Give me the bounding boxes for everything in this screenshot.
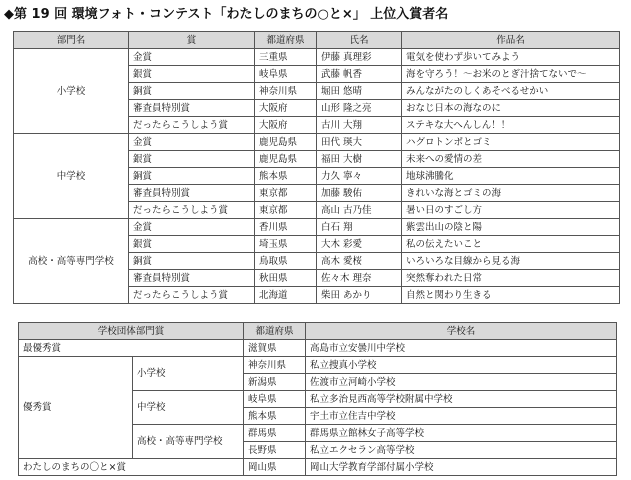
award-cell: 金賞 — [129, 49, 255, 66]
award-label-cell: 最優秀賞 — [19, 340, 244, 357]
prefecture-cell: 熊本県 — [255, 168, 317, 185]
table-row — [14, 219, 620, 236]
award-label-cell: 優秀賞 — [19, 357, 133, 459]
name-cell: 佐々木 理奈 — [317, 270, 402, 287]
header-award: 賞 — [129, 32, 255, 49]
school-name-cell: 佐渡市立河崎小学校 — [306, 374, 617, 391]
work-title-cell: みんながたのしくあそべるせかい — [402, 83, 620, 100]
department-cell: 小学校 — [14, 49, 129, 134]
school-name-cell: 私立エクセラン高等学校 — [306, 442, 617, 459]
award-cell: 金賞 — [129, 219, 255, 236]
category-cell: 高校・高等専門学校 — [133, 425, 244, 459]
prefecture-cell: 東京都 — [255, 185, 317, 202]
name-cell: 大木 彩愛 — [317, 236, 402, 253]
category-cell: 小学校 — [133, 357, 244, 391]
prefecture-cell: 秋田県 — [255, 270, 317, 287]
award-cell: 銀賞 — [129, 66, 255, 83]
award-cell: 銅賞 — [129, 83, 255, 100]
work-title-cell: いろいろな目線から見る海 — [402, 253, 620, 270]
award-cell: 審査員特別賞 — [129, 185, 255, 202]
name-cell: 高山 古乃佳 — [317, 202, 402, 219]
name-cell: 堀田 悠晴 — [317, 83, 402, 100]
table-row — [19, 357, 617, 374]
prefecture-cell: 鹿児島県 — [255, 151, 317, 168]
award-cell: 銀賞 — [129, 236, 255, 253]
header-prefecture: 都道府県 — [255, 32, 317, 49]
work-title-cell: おなじ日本の海なのに — [402, 100, 620, 117]
award-cell: 審査員特別賞 — [129, 270, 255, 287]
table-row — [14, 49, 620, 66]
header-school-award: 学校団体部門賞 — [19, 323, 244, 340]
work-title-cell: 未来への愛情の差 — [402, 151, 620, 168]
prefecture-cell: 香川県 — [255, 219, 317, 236]
work-title-cell: 暑い日のすごし方 — [402, 202, 620, 219]
prefecture-cell: 埼玉県 — [255, 236, 317, 253]
header-prefecture: 都道府県 — [244, 323, 306, 340]
prefecture-cell: 大阪府 — [255, 117, 317, 134]
category-cell: 中学校 — [133, 391, 244, 425]
work-title-cell: 私の伝えたいこと — [402, 236, 620, 253]
prefecture-cell: 東京都 — [255, 202, 317, 219]
header-department: 部門名 — [14, 32, 129, 49]
name-cell: 田代 瑛大 — [317, 134, 402, 151]
prefecture-cell: 新潟県 — [244, 374, 306, 391]
school-awards-table — [18, 322, 617, 476]
name-cell: 加藤 駿佑 — [317, 185, 402, 202]
name-cell: 古川 大翔 — [317, 117, 402, 134]
school-name-cell: 群馬県立館林女子高等学校 — [306, 425, 617, 442]
work-title-cell: 紫雲出山の陰と陽 — [402, 219, 620, 236]
name-cell: 高木 愛桜 — [317, 253, 402, 270]
prefecture-cell: 岐阜県 — [244, 391, 306, 408]
prefecture-cell: 長野県 — [244, 442, 306, 459]
work-title-cell: 海を守ろう！～お米のとぎ汁捨てないで～ — [402, 66, 620, 83]
work-title-cell: 突然奪われた日常 — [402, 270, 620, 287]
award-cell: 銅賞 — [129, 253, 255, 270]
header-work-title: 作品名 — [402, 32, 620, 49]
name-cell: 力久 寧々 — [317, 168, 402, 185]
page-title: ◆第 19 回 環境フォト・コンテスト「わたしのまちの○と×」 上位入賞者名 — [4, 7, 449, 22]
header-school-name: 学校名 — [306, 323, 617, 340]
department-cell: 中学校 — [14, 134, 129, 219]
prefecture-cell: 三重県 — [255, 49, 317, 66]
school-name-cell: 私立多治見西高等学校附属中学校 — [306, 391, 617, 408]
name-cell: 白石 翔 — [317, 219, 402, 236]
name-cell: 柴田 あかり — [317, 287, 402, 304]
winners-header-row — [14, 32, 620, 49]
prefecture-cell: 鹿児島県 — [255, 134, 317, 151]
table-row — [14, 134, 620, 151]
name-cell: 福田 大樹 — [317, 151, 402, 168]
award-cell: 審査員特別賞 — [129, 100, 255, 117]
school-awards-header-row — [19, 323, 617, 340]
prefecture-cell: 神奈川県 — [255, 83, 317, 100]
name-cell: 武藤 帆香 — [317, 66, 402, 83]
award-cell: だったらこうしよう賞 — [129, 202, 255, 219]
name-cell: 伊藤 真理彩 — [317, 49, 402, 66]
prefecture-cell: 滋賀県 — [244, 340, 306, 357]
prefecture-cell: 北海道 — [255, 287, 317, 304]
award-label-cell: わたしのまちの〇と×賞 — [19, 459, 244, 476]
work-title-cell: 地球沸騰化 — [402, 168, 620, 185]
award-cell: 銅賞 — [129, 168, 255, 185]
award-cell: 金賞 — [129, 134, 255, 151]
prefecture-cell: 鳥取県 — [255, 253, 317, 270]
work-title-cell: ハグロトンボとゴミ — [402, 134, 620, 151]
school-name-cell: 宇土市立住吉中学校 — [306, 408, 617, 425]
award-cell: だったらこうしよう賞 — [129, 287, 255, 304]
work-title-cell: ステキな大へんしん！！ — [402, 117, 620, 134]
work-title-cell: 電気を使わず歩いてみよう — [402, 49, 620, 66]
department-cell: 高校・高等専門学校 — [14, 219, 129, 304]
prefecture-cell: 大阪府 — [255, 100, 317, 117]
school-name-cell: 岡山大学教育学部付属小学校 — [306, 459, 617, 476]
work-title-cell: 自然と関わり生きる — [402, 287, 620, 304]
header-name: 氏名 — [317, 32, 402, 49]
winners-table — [13, 31, 620, 304]
table-row — [19, 459, 617, 476]
award-cell: 銀賞 — [129, 151, 255, 168]
prefecture-cell: 群馬県 — [244, 425, 306, 442]
award-cell: だったらこうしよう賞 — [129, 117, 255, 134]
school-name-cell: 私立捜真小学校 — [306, 357, 617, 374]
prefecture-cell: 岡山県 — [244, 459, 306, 476]
name-cell: 山形 隆之亮 — [317, 100, 402, 117]
prefecture-cell: 岐阜県 — [255, 66, 317, 83]
school-name-cell: 高島市立安曇川中学校 — [306, 340, 617, 357]
prefecture-cell: 神奈川県 — [244, 357, 306, 374]
table-row — [19, 340, 617, 357]
prefecture-cell: 熊本県 — [244, 408, 306, 425]
work-title-cell: きれいな海とゴミの海 — [402, 185, 620, 202]
